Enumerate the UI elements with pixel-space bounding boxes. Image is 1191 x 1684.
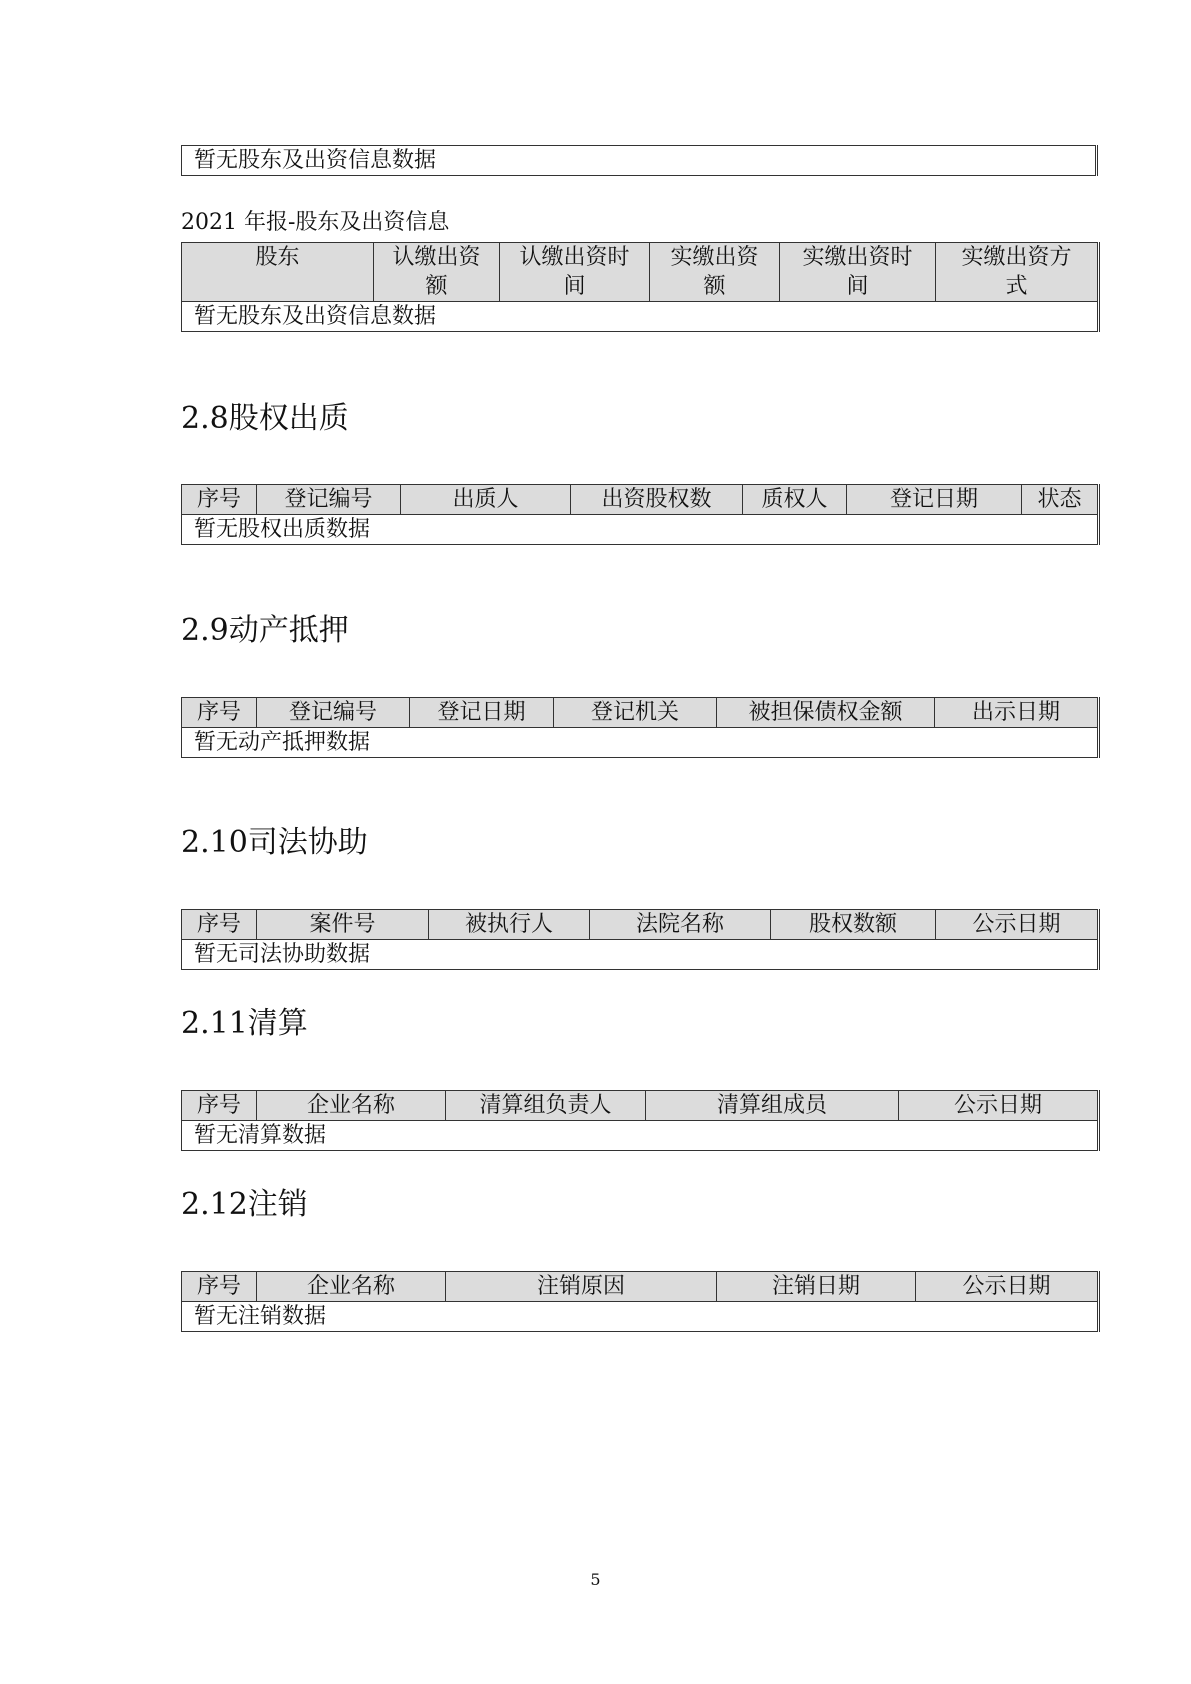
header-secured-amount: 被担保债权金额 bbox=[717, 698, 935, 728]
header-publish-date: 公示日期 bbox=[916, 1272, 1099, 1302]
header-company-name: 企业名称 bbox=[257, 1091, 446, 1121]
table-header-row bbox=[182, 485, 1099, 515]
liquidation-block bbox=[181, 1090, 1100, 1151]
header-seq: 序号 bbox=[182, 1091, 257, 1121]
header-liquidation-members: 清算组成员 bbox=[646, 1091, 899, 1121]
empty-data-cell: 暂无司法协助数据 bbox=[182, 940, 1099, 970]
deregistration-block bbox=[181, 1271, 1100, 1332]
table-row bbox=[182, 146, 1097, 176]
table-row bbox=[182, 1302, 1099, 1332]
header-show-date: 出示日期 bbox=[935, 698, 1099, 728]
header-paid-amount: 实缴出资 额 bbox=[650, 243, 780, 302]
header-company-name: 企业名称 bbox=[257, 1272, 446, 1302]
equity-pledge-table bbox=[181, 484, 1100, 545]
header-status: 状态 bbox=[1022, 485, 1099, 515]
section-title-liquidation: 2.11清算 bbox=[181, 1006, 308, 1041]
header-subscribed-time: 认缴出资时 间 bbox=[500, 243, 650, 302]
empty-data-cell: 暂无股东及出资信息数据 bbox=[182, 302, 1099, 332]
header-seq: 序号 bbox=[182, 698, 257, 728]
header-publish-date: 公示日期 bbox=[936, 910, 1099, 940]
empty-data-cell: 暂无股东及出资信息数据 bbox=[182, 146, 1097, 176]
section-title-chattel-mortgage: 2.9动产抵押 bbox=[181, 613, 349, 648]
equity-pledge-block bbox=[181, 484, 1100, 545]
header-pledgor: 出质人 bbox=[401, 485, 571, 515]
header-reg-number: 登记编号 bbox=[257, 485, 401, 515]
section-title-equity-pledge: 2.8股权出质 bbox=[181, 401, 349, 436]
header-pledgee: 质权人 bbox=[743, 485, 847, 515]
table-header-row bbox=[182, 243, 1099, 302]
report-2021-block bbox=[181, 242, 1100, 332]
header-liquidation-leader: 清算组负责人 bbox=[446, 1091, 646, 1121]
section-title-deregistration: 2.12注销 bbox=[181, 1187, 308, 1222]
table-header-row bbox=[182, 1091, 1099, 1121]
header-subscribed-amount: 认缴出资 额 bbox=[374, 243, 500, 302]
header-paid-time: 实缴出资时 间 bbox=[780, 243, 936, 302]
shareholder-info-table bbox=[181, 145, 1098, 176]
report-2021-table bbox=[181, 242, 1100, 332]
table-row bbox=[182, 515, 1099, 545]
empty-data-cell: 暂无注销数据 bbox=[182, 1302, 1099, 1332]
chattel-mortgage-block bbox=[181, 697, 1100, 758]
header-shareholder: 股东 bbox=[182, 243, 374, 302]
header-reg-authority: 登记机关 bbox=[554, 698, 717, 728]
shareholder-info-table-continued bbox=[181, 145, 1098, 176]
header-paid-method: 实缴出资方 式 bbox=[936, 243, 1099, 302]
header-deregistration-reason: 注销原因 bbox=[446, 1272, 717, 1302]
header-seq: 序号 bbox=[182, 1272, 257, 1302]
deregistration-table bbox=[181, 1271, 1100, 1332]
section-title-judicial-assistance: 2.10司法协助 bbox=[181, 825, 368, 860]
header-case-number: 案件号 bbox=[257, 910, 429, 940]
header-executed-person: 被执行人 bbox=[429, 910, 590, 940]
table-row bbox=[182, 728, 1099, 758]
header-seq: 序号 bbox=[182, 485, 257, 515]
judicial-assistance-table bbox=[181, 909, 1100, 970]
empty-data-cell: 暂无清算数据 bbox=[182, 1121, 1099, 1151]
table-row bbox=[182, 940, 1099, 970]
judicial-assistance-block bbox=[181, 909, 1100, 970]
header-pledged-shares: 出资股权数 bbox=[571, 485, 743, 515]
header-reg-number: 登记编号 bbox=[257, 698, 410, 728]
header-reg-date: 登记日期 bbox=[847, 485, 1022, 515]
header-publish-date: 公示日期 bbox=[899, 1091, 1099, 1121]
table-row bbox=[182, 302, 1099, 332]
report-2021-caption: 2021 年报-股东及出资信息 bbox=[181, 210, 450, 235]
chattel-mortgage-table bbox=[181, 697, 1100, 758]
table-header-row bbox=[182, 698, 1099, 728]
empty-data-cell: 暂无动产抵押数据 bbox=[182, 728, 1099, 758]
table-header-row bbox=[182, 1272, 1099, 1302]
liquidation-table bbox=[181, 1090, 1100, 1151]
page-number: 5 bbox=[590, 1570, 601, 1589]
header-seq: 序号 bbox=[182, 910, 257, 940]
header-court-name: 法院名称 bbox=[590, 910, 771, 940]
table-header-row bbox=[182, 910, 1099, 940]
header-reg-date: 登记日期 bbox=[410, 698, 554, 728]
header-equity-amount: 股权数额 bbox=[771, 910, 936, 940]
table-row bbox=[182, 1121, 1099, 1151]
empty-data-cell: 暂无股权出质数据 bbox=[182, 515, 1099, 545]
header-deregistration-date: 注销日期 bbox=[717, 1272, 916, 1302]
